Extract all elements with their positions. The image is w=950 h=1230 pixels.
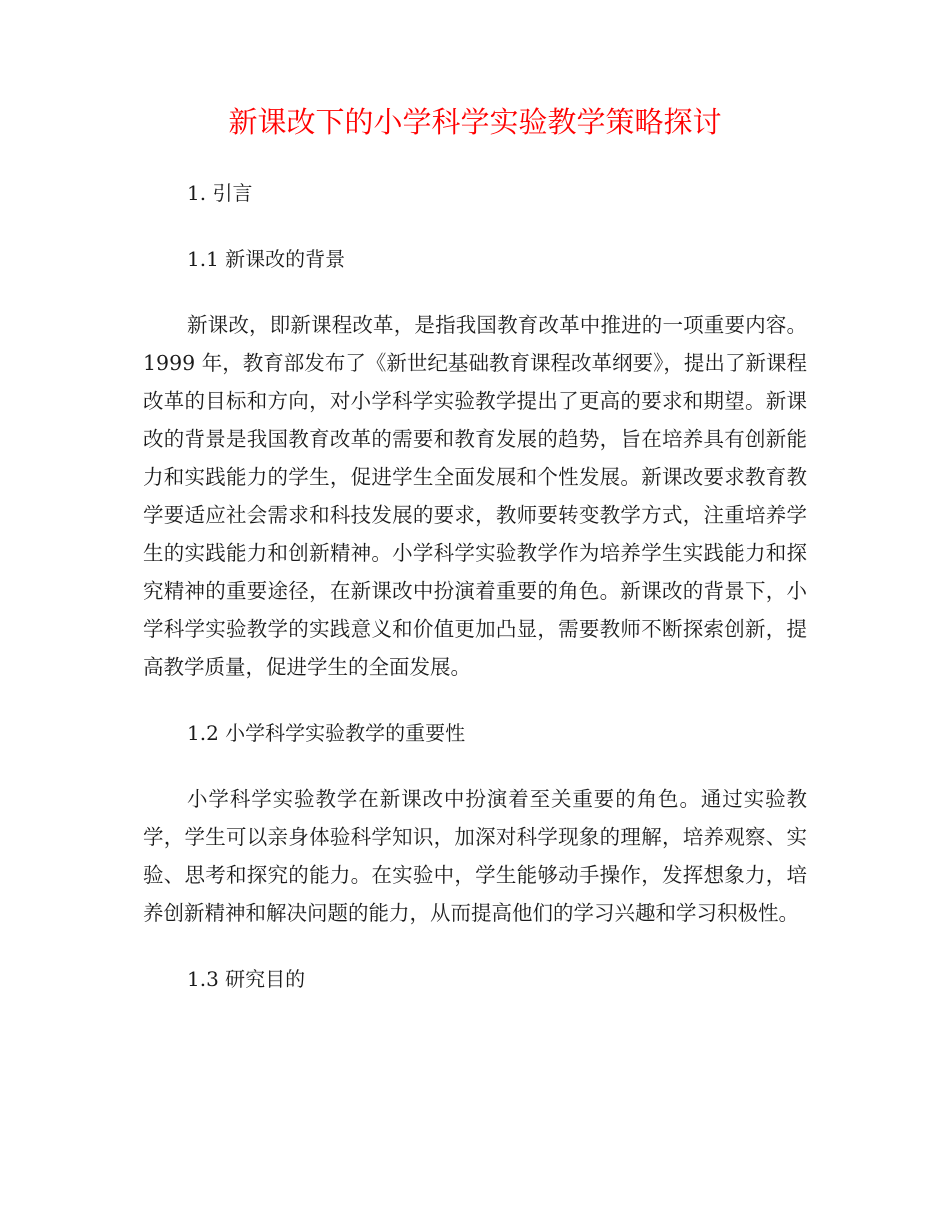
paragraph-background: 新课改，即新课程改革，是指我国教育改革中推进的一项重要内容。1999 年，教育部发布了《新世纪基础教育课程改革纲要》，提出了新课程改革的目标和方向，对小学科学实验教学提出了更高的要求和期望。新课改的背景是我国教育改革的需要和教育发展的趋势，旨在培养具有创新能力和实践能力的学生，促进学生全面发展和个性发展。新课改要求教育教学要适应社会需求和科技发展的要求，教师要转变教学方式，注重培养学生的实践能力和创新精神。小学科学实验教学作为培养学生实践能力和探究精神的重要途径，在新课改中扮演着重要的角色。新课改的背景下，小学科学实验教学的实践意义和价值更加凸显，需要教师不断探索创新，提高教学质量，促进学生的全面发展。 <box>143 313 807 679</box>
section-heading-intro: 1. 引言 <box>187 181 253 205</box>
paragraph-importance: 小学科学实验教学在新课改中扮演着至关重要的角色。通过实验教学，学生可以亲身体验科学知识，加深对科学现象的理解，培养观察、实验、思考和探究的能力。在实验中，学生能够动手操作，发挥想象力，培养创新精神和解决问题的能力，从而提高他们的学习兴趣和学习积极性。 <box>143 787 807 925</box>
document-body <box>143 174 807 1026</box>
section-heading-background: 1.1 新课改的背景 <box>187 247 346 271</box>
section-heading-importance: 1.2 小学科学实验教学的重要性 <box>187 721 466 745</box>
section-heading-purpose: 1.3 研究目的 <box>187 967 306 991</box>
document-title: 新课改下的小学科学实验教学策略探讨 <box>228 105 722 139</box>
